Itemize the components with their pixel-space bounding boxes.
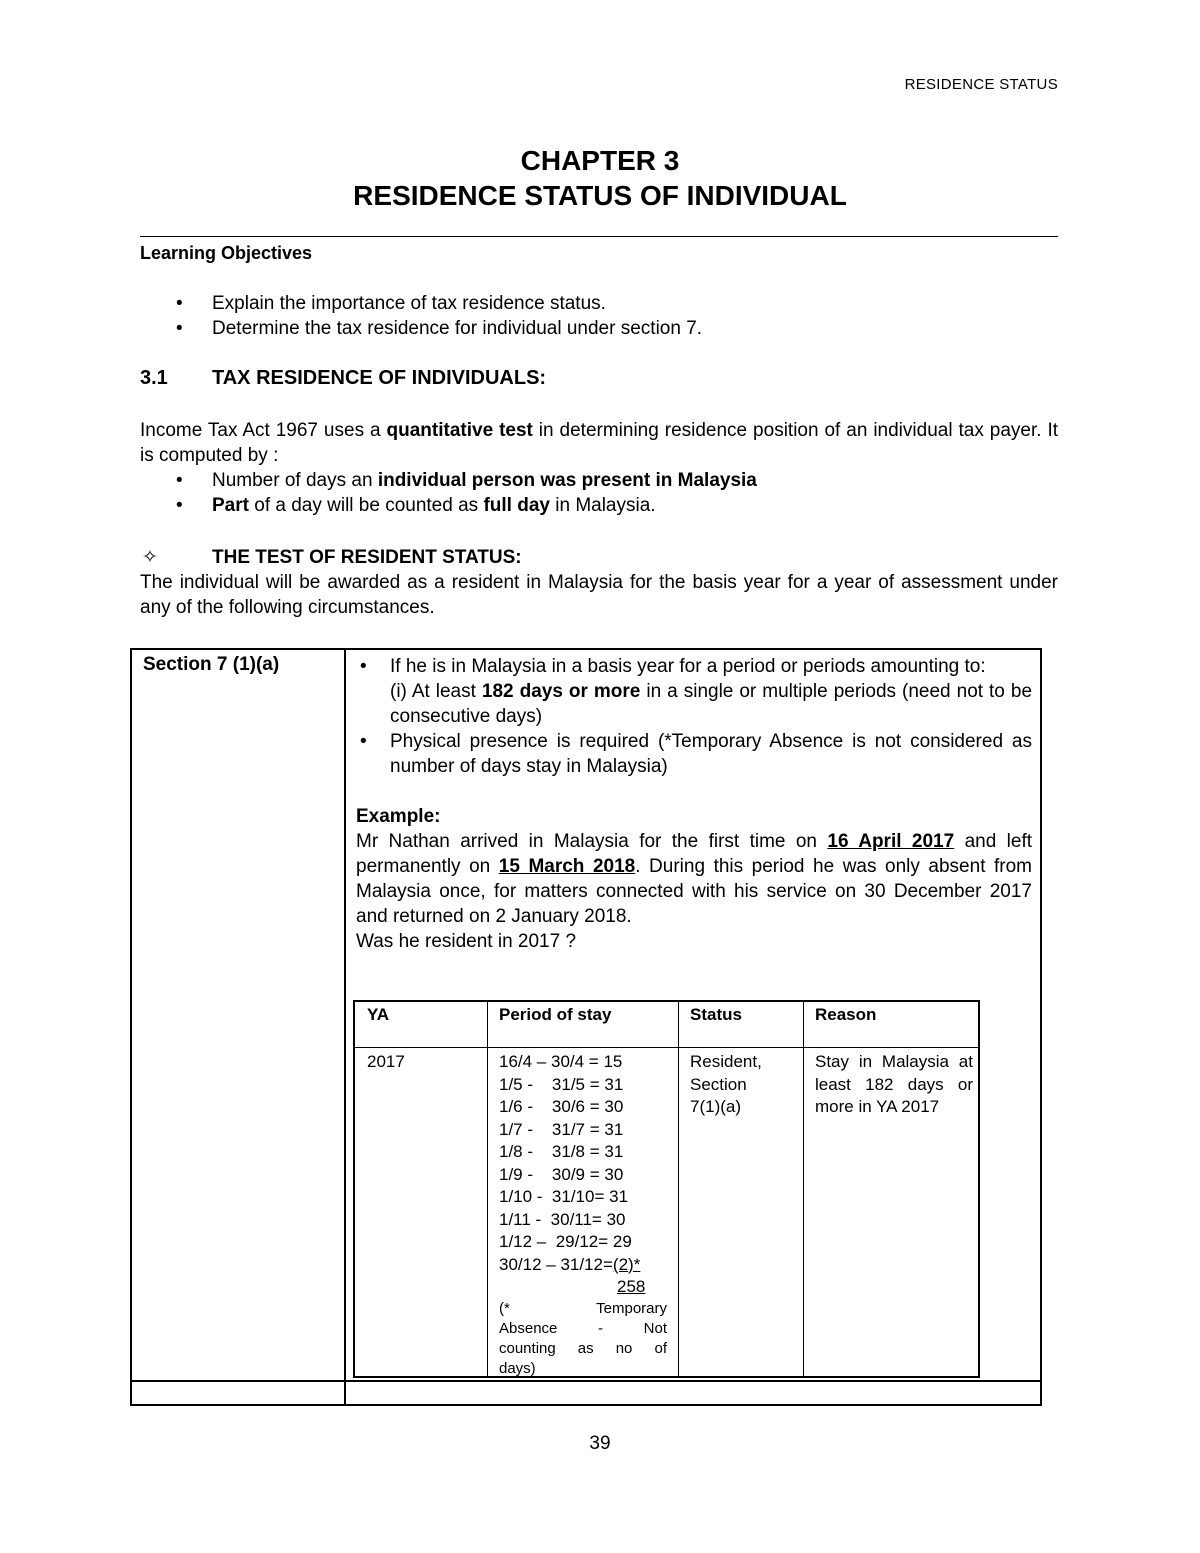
table-divider — [355, 1047, 978, 1048]
period-row: 1/9 - 30/9 = 30 — [499, 1164, 624, 1184]
example-paragraph: Mr Nathan arrived in Malaysia for the first time on 16 April 2017 and left permanently on 15 March 2018. During this period he was only absent from Malaysia once, for matters connected with his service on 30 December 2017 and returned on 2 January 2018. — [356, 831, 1033, 927]
section-title: TAX RESIDENCE OF INDIVIDUALS: — [212, 367, 547, 389]
period-row: 1/11 - 30/11= 30 — [499, 1209, 626, 1229]
page-number: 39 — [589, 1433, 611, 1454]
period-total: 258 — [617, 1277, 646, 1296]
section-label: Section 7 (1)(a) — [143, 654, 280, 675]
title-divider — [140, 236, 1058, 237]
period-row: 1/12 – 29/12= 29 — [499, 1232, 632, 1251]
chapter-title — [0, 143, 1200, 213]
running-header: RESIDENCE STATUS — [904, 76, 1058, 93]
column-header-ya: YA — [367, 1005, 390, 1024]
period-row: 1/6 - 30/6 = 30 — [499, 1097, 624, 1116]
period-row: 1/10 - 31/10= 31 — [499, 1187, 629, 1206]
period-row: 1/5 - 31/5 = 31 — [499, 1074, 624, 1094]
example-question: Was he resident in 2017 ? — [356, 931, 577, 952]
cell-period — [499, 1051, 667, 1379]
section-number: 3.1 — [140, 367, 168, 389]
temp-absence-value: (2)* — [612, 1254, 641, 1274]
table-divider — [803, 1002, 804, 1376]
intro-block — [140, 418, 1058, 518]
period-row: 1/8 - 31/8 = 31 — [499, 1142, 624, 1161]
period-row: 30/12 – 31/12=(2)* — [499, 1254, 641, 1274]
example-heading: Example: — [356, 806, 441, 827]
column-header-reason: Reason — [815, 1005, 877, 1024]
cell-reason: Stay in Malaysia at least 182 days or more in YA 2017 — [815, 1052, 973, 1116]
column-header-status: Status — [690, 1005, 742, 1024]
table-divider — [678, 1002, 679, 1376]
chapter-number: CHAPTER 3 — [520, 145, 680, 176]
list-item: • Number of days an individual person was present in Malaysia — [140, 468, 1058, 493]
diamond-bullet-icon: ✧ — [142, 547, 158, 568]
list-item: • Explain the importance of tax residence status. — [140, 291, 1058, 316]
cell-status: Resident, Section 7(1)(a) — [690, 1052, 762, 1116]
table-divider — [487, 1002, 488, 1376]
period-row: 16/4 – 30/4 = 15 — [499, 1052, 623, 1071]
column-header-period: Period of stay — [499, 1005, 612, 1024]
temp-absence-note: (* Temporary Absence - Not counting as no of days) — [499, 1299, 667, 1377]
list-item: • Physical presence is required (*Temporary Absence is not considered as number of days stay in Malaysia) — [356, 729, 1032, 779]
list-item: • Determine the tax residence for individual under section 7. — [140, 316, 1058, 341]
learning-objectives-heading: Learning Objectives — [140, 243, 313, 263]
list-item: • Part of a day will be counted as full day in Malaysia. — [140, 493, 1058, 518]
section-heading — [140, 366, 1058, 391]
cell-ya: 2017 — [367, 1052, 405, 1071]
test-title: THE TEST OF RESIDENT STATUS: — [212, 547, 522, 568]
period-row: 1/7 - 31/7 = 31 — [499, 1119, 624, 1139]
table-divider — [344, 650, 346, 1404]
chapter-name: RESIDENCE STATUS OF INDIVIDUAL — [353, 180, 847, 211]
example-table — [353, 1000, 980, 1378]
table-divider — [132, 1380, 1040, 1382]
test-heading — [140, 545, 1058, 570]
test-paragraph: The individual will be awarded as a resident in Malaysia for the basis year for a year of assessment under any of the following circumstances. — [140, 572, 1058, 618]
section-body — [356, 654, 1032, 954]
learning-objectives-list — [140, 291, 1058, 341]
list-item: • If he is in Malaysia in a basis year for a period or periods amounting to: (i) At least 182 days or more in a single or multiple periods (need not to be consecutive days) — [356, 654, 1032, 729]
intro-paragraph: Income Tax Act 1967 uses a quantitative test in determining residence position of an individual tax payer. It is computed by : — [140, 420, 1059, 466]
